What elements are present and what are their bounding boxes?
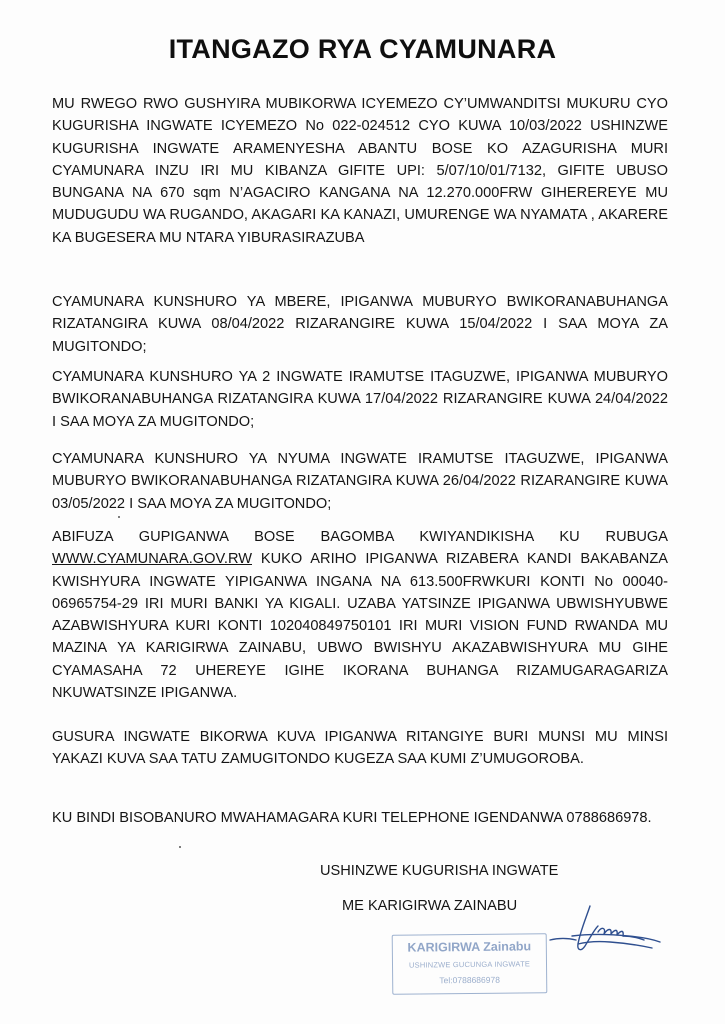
stamp-name: KARIGIRWA Zainabu bbox=[407, 939, 532, 955]
paragraph-first-round: CYAMUNARA KUNSHURO YA MBERE, IPIGANWA MUBURYO BWIKORANABUHANGA RIZATANGIRA KUWA 08/04/2022 RIZARANGIRE KUWA 15/04/2022 I SAA MOYA ZA MUGITONDO; bbox=[52, 294, 668, 355]
paragraph-registration bbox=[52, 526, 668, 704]
registration-text-after: KUKO ARIHO IPIGANWA RIZABERA KANDI BAKABANZA KWISHYURA INGWATE YIPIGANWA INGANA NA 613.500FRWKURI KONTI No 00040-06965754-29 IRI MURI BANKI YA KIGALI. UZABA YATSINZE IPIGANWA UBWISHYUBWE AZABWISHYURA KURI KONTI 102040849750101 IRI MURI VISION FUND RWANDA MU MAZINA YA KARIGIRWA ZAINABU, UBWO BWISHYU AKAZABWISHYURA MU GIHE CYAMASAHA 72 UHEREYE IGIHE IKORANA BUHANGA RIZAMUGARAGARIZA NKUWATSINZE IPIGANWA. bbox=[52, 551, 668, 702]
scan-speck bbox=[179, 846, 181, 848]
cyamunara-website-link[interactable]: WWW.CYAMUNARA.GOV.RW bbox=[52, 551, 252, 568]
paragraph-contact-info: KU BINDI BISOBANURO MWAHAMAGARA KURI TELEPHONE IGENDANWA 0788686978. bbox=[52, 810, 652, 826]
stamp-phone: Tel:0788686978 bbox=[439, 974, 500, 986]
stamp-role: USHINZWE GUCUNGA INGWATE bbox=[408, 959, 531, 970]
paragraph-property-visit: GUSURA INGWATE BIKORWA KUVA IPIGANWA RITANGIYE BURI MUNSI MU MINSI YAKAZI KUVA SAA TATU ZAMUGITONDO KUGEZA SAA KUMI Z’UMUGOROBA. bbox=[52, 729, 668, 768]
registration-text-before: ABIFUZA GUPIGANWA BOSE BAGOMBA KWIYANDIKISHA KU RUBUGA bbox=[52, 529, 668, 545]
scan-speck bbox=[118, 516, 120, 518]
paragraph-second-round: CYAMUNARA KUNSHURO YA 2 INGWATE IRAMUTSE ITAGUZWE, IPIGANWA MUBURYO BWIKORANABUHANGA RIZATANGIRA KUWA 17/04/2022 RIZARANGIRE KUWA 24/04/2022 I SAA MOYA ZA MUGITONDO; bbox=[52, 369, 668, 430]
paragraph-auction-notice: MU RWEGO RWO GUSHYIRA MUBIKORWA ICYEMEZO CY’UMWANDITSI MUKURU CYO KUGURISHA INGWATE ICYEMEZO No 022-024512 CYO KUWA 10/03/2022 USHINZWE KUGURISHA INGWATE ARAMENYESHA ABANTU BOSE KO AZAGURISHA MURI CYAMUNARA INZU IRI MU KIBANZA GIFITE UPI: 5/07/10/01/7132, GIFITE UBUSO BUNGANA NA 670 sqm N’AGACIRO KANGANA NA 12.270.000FRW GIHEREREYE MU MUDUGUDU WA RUGANDO, AKAGARI KA KANAZI, UMURENGE WA NYAMATA , AKARERE KA BUGESERA MU NTARA YIBURASIRAZUBA bbox=[52, 96, 668, 246]
paragraph-final-round: CYAMUNARA KUNSHURO YA NYUMA INGWATE IRAMUTSE ITAGUZWE, IPIGANWA MUBURYO BWIKORANABUHANGA RIZATANGIRA KUWA 26/04/2022 RIZARANGIRE KUWA 03/05/2022 I SAA MOYA ZA MUGITONDO; bbox=[52, 451, 668, 512]
signatory-name: ME KARIGIRWA ZAINABU bbox=[342, 898, 518, 914]
signatory-role: USHINZWE KUGURISHA INGWATE bbox=[320, 863, 559, 879]
document-title: ITANGAZO RYA CYAMUNARA bbox=[168, 34, 557, 64]
handwritten-signature bbox=[528, 896, 668, 976]
official-stamp bbox=[392, 933, 548, 995]
